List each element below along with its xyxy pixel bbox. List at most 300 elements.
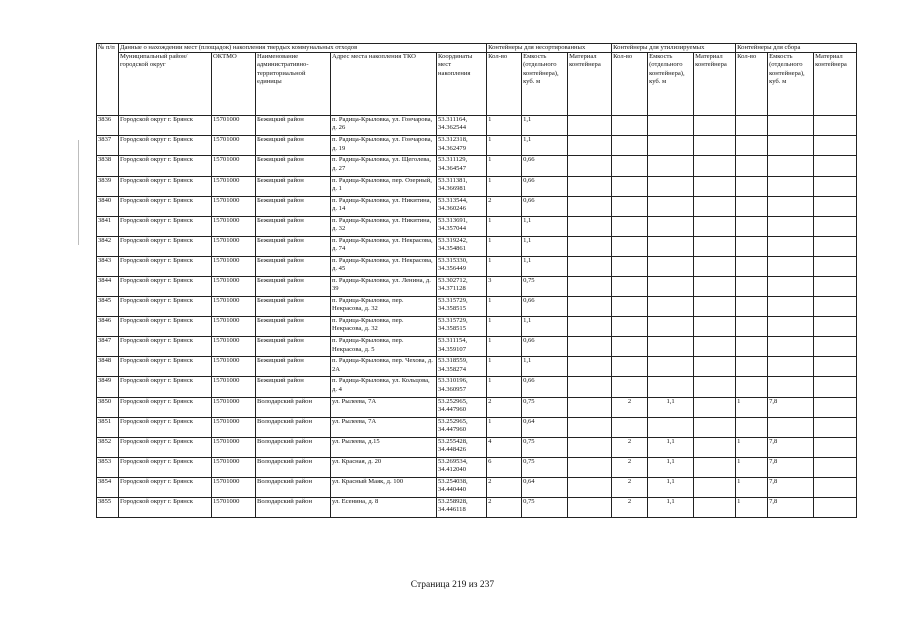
cell-recyclable-material (694, 317, 736, 337)
header-coords: Координаты мест накопления (437, 53, 487, 116)
cell-bulk-count (736, 256, 768, 276)
cell-recyclable-count (612, 276, 648, 296)
cell-row-number: 3841 (97, 216, 119, 236)
cell-municipality: Городской округ г. Брянск (119, 136, 212, 156)
cell-municipality: Городской округ г. Брянск (119, 417, 212, 437)
cell-bulk-material (814, 196, 857, 216)
cell-bulk-material (814, 457, 857, 477)
cell-unsorted-count: 2 (487, 397, 522, 417)
cell-recyclable-count (612, 256, 648, 276)
cell-unsorted-capacity: 0,75 (522, 397, 568, 417)
cell-coordinates: 53.311381, 34.366981 (437, 176, 487, 196)
table-row (97, 498, 857, 518)
cell-bulk-count (736, 377, 768, 397)
cell-unsorted-capacity: 0,64 (522, 477, 568, 497)
cell-bulk-count (736, 176, 768, 196)
cell-territorial-unit: Бежицкий район (256, 357, 331, 377)
cell-row-number: 3845 (97, 297, 119, 317)
cell-row-number: 3850 (97, 397, 119, 417)
cell-unsorted-count: 1 (487, 357, 522, 377)
cell-address: ул. Красная, д. 20 (331, 457, 437, 477)
cell-coordinates: 53.313544, 34.360246 (437, 196, 487, 216)
cell-address: п. Радица-Крыловка, ул. Никитина, д. 32 (331, 216, 437, 236)
table-row (97, 417, 857, 437)
cell-bulk-count (736, 216, 768, 236)
cell-bulk-count (736, 136, 768, 156)
cell-row-number: 3839 (97, 176, 119, 196)
cell-unsorted-count: 1 (487, 317, 522, 337)
cell-territorial-unit: Бежицкий район (256, 196, 331, 216)
cell-row-number: 3848 (97, 357, 119, 377)
cell-recyclable-capacity (648, 196, 694, 216)
cell-bulk-capacity (768, 297, 814, 317)
header-unsorted-group: Контейнеры для несортированных (487, 44, 612, 53)
table-row (97, 377, 857, 397)
cell-oktmo: 15701000 (212, 216, 256, 236)
cell-recyclable-count (612, 156, 648, 176)
cell-unsorted-capacity: 0,66 (522, 156, 568, 176)
cell-unsorted-count: 3 (487, 276, 522, 296)
cell-bulk-count: 1 (736, 457, 768, 477)
cell-bulk-material (814, 477, 857, 497)
cell-unsorted-count: 4 (487, 437, 522, 457)
cell-address: п. Радица-Крыловка, ул. Ленина, д. 39 (331, 276, 437, 296)
cell-oktmo: 15701000 (212, 317, 256, 337)
cell-municipality: Городской округ г. Брянск (119, 297, 212, 317)
table-row (97, 397, 857, 417)
cell-unsorted-material (568, 276, 612, 296)
cell-bulk-material (814, 216, 857, 236)
header-territorial: Наименование административно-территориальной единицы (256, 53, 331, 116)
cell-unsorted-count: 6 (487, 457, 522, 477)
cell-recyclable-capacity (648, 297, 694, 317)
cell-territorial-unit: Володарский район (256, 437, 331, 457)
cell-bulk-capacity (768, 136, 814, 156)
table-row (97, 116, 857, 136)
cell-territorial-unit: Бежицкий район (256, 377, 331, 397)
header-location-group: Данные о нахождении мест (площадок) накопления твердых коммунальных отходов (119, 44, 487, 53)
cell-recyclable-count (612, 236, 648, 256)
cell-territorial-unit: Бежицкий район (256, 176, 331, 196)
waste-sites-table (96, 43, 857, 518)
cell-unsorted-material (568, 417, 612, 437)
cell-address: п. Радица-Крыловка, пер. Некрасова, д. 5 (331, 337, 437, 357)
cell-unsorted-capacity: 1,1 (522, 116, 568, 136)
cell-coordinates: 53.319242, 34.354861 (437, 236, 487, 256)
cell-recyclable-material (694, 116, 736, 136)
cell-recyclable-capacity (648, 176, 694, 196)
cell-bulk-capacity (768, 377, 814, 397)
cell-bulk-material (814, 437, 857, 457)
cell-unsorted-count: 2 (487, 498, 522, 518)
cell-recyclable-count: 2 (612, 457, 648, 477)
cell-oktmo: 15701000 (212, 417, 256, 437)
cell-recyclable-material (694, 276, 736, 296)
cell-coordinates: 53.269534, 34.412040 (437, 457, 487, 477)
cell-recyclable-material (694, 337, 736, 357)
cell-row-number: 3852 (97, 437, 119, 457)
cell-territorial-unit: Володарский район (256, 477, 331, 497)
table-row (97, 457, 857, 477)
scan-margin-line (78, 140, 79, 245)
cell-bulk-capacity: 7,8 (768, 498, 814, 518)
header-unsorted-capacity: Емкость (отдельного контейнера), куб. м (522, 53, 568, 116)
cell-row-number: 3851 (97, 417, 119, 437)
cell-coordinates: 53.302712, 34.371128 (437, 276, 487, 296)
header-recyclable-material: Материал контейнера (694, 53, 736, 116)
cell-territorial-unit: Бежицкий район (256, 337, 331, 357)
cell-bulk-capacity (768, 276, 814, 296)
cell-coordinates: 53.252965, 34.447960 (437, 417, 487, 437)
cell-recyclable-capacity (648, 136, 694, 156)
table-row (97, 477, 857, 497)
cell-bulk-count: 1 (736, 397, 768, 417)
cell-bulk-count (736, 297, 768, 317)
table-row (97, 276, 857, 296)
cell-bulk-capacity (768, 236, 814, 256)
cell-bulk-capacity: 7,8 (768, 457, 814, 477)
cell-bulk-material (814, 337, 857, 357)
header-recyclable-group: Контейнеры для утилизируемых (612, 44, 736, 53)
cell-coordinates: 53.313691, 34.357044 (437, 216, 487, 236)
cell-recyclable-capacity (648, 317, 694, 337)
table-row (97, 297, 857, 317)
cell-oktmo: 15701000 (212, 276, 256, 296)
cell-municipality: Городской округ г. Брянск (119, 236, 212, 256)
cell-bulk-capacity (768, 216, 814, 236)
cell-address: ул. Красный Маяк, д. 100 (331, 477, 437, 497)
cell-bulk-count (736, 116, 768, 136)
cell-recyclable-capacity (648, 236, 694, 256)
cell-bulk-capacity (768, 357, 814, 377)
cell-unsorted-count: 1 (487, 256, 522, 276)
cell-bulk-capacity (768, 417, 814, 437)
table-row (97, 196, 857, 216)
cell-unsorted-capacity: 0,75 (522, 437, 568, 457)
cell-bulk-material (814, 276, 857, 296)
cell-address: п. Радица-Крыловка, ул. Гончарова, д. 19 (331, 136, 437, 156)
cell-recyclable-count (612, 357, 648, 377)
cell-address: ул. Рылеева, 7А (331, 417, 437, 437)
cell-coordinates: 53.315729, 34.358515 (437, 317, 487, 337)
cell-municipality: Городской округ г. Брянск (119, 317, 212, 337)
cell-unsorted-material (568, 437, 612, 457)
cell-unsorted-capacity: 0,64 (522, 417, 568, 437)
cell-territorial-unit: Володарский район (256, 498, 331, 518)
header-bulk-count: Кол-во (736, 53, 768, 116)
cell-bulk-capacity (768, 176, 814, 196)
cell-oktmo: 15701000 (212, 498, 256, 518)
cell-bulk-material (814, 498, 857, 518)
cell-coordinates: 53.254038, 34.440440 (437, 477, 487, 497)
cell-bulk-count (736, 196, 768, 216)
cell-territorial-unit: Бежицкий район (256, 136, 331, 156)
cell-unsorted-material (568, 196, 612, 216)
cell-unsorted-material (568, 397, 612, 417)
cell-municipality: Городской округ г. Брянск (119, 498, 212, 518)
cell-recyclable-material (694, 256, 736, 276)
cell-recyclable-capacity: 1,1 (648, 437, 694, 457)
header-oktmo: ОКТМО (212, 53, 256, 116)
cell-bulk-count: 1 (736, 477, 768, 497)
table-row (97, 256, 857, 276)
cell-bulk-capacity: 7,8 (768, 397, 814, 417)
cell-municipality: Городской округ г. Брянск (119, 457, 212, 477)
cell-row-number: 3837 (97, 136, 119, 156)
cell-unsorted-material (568, 236, 612, 256)
cell-coordinates: 53.315330, 34.356449 (437, 256, 487, 276)
cell-coordinates: 53.311164, 34.362544 (437, 116, 487, 136)
cell-bulk-material (814, 236, 857, 256)
cell-municipality: Городской округ г. Брянск (119, 176, 212, 196)
cell-municipality: Городской округ г. Брянск (119, 397, 212, 417)
cell-row-number: 3847 (97, 337, 119, 357)
cell-territorial-unit: Бежицкий район (256, 276, 331, 296)
cell-municipality: Городской округ г. Брянск (119, 196, 212, 216)
cell-address: п. Радица-Крыловка, пер. Некрасова, д. 32 (331, 317, 437, 337)
cell-bulk-material (814, 256, 857, 276)
cell-row-number: 3842 (97, 236, 119, 256)
cell-municipality: Городской округ г. Брянск (119, 357, 212, 377)
cell-territorial-unit: Бежицкий район (256, 156, 331, 176)
header-unsorted-material: Материал контейнера (568, 53, 612, 116)
cell-oktmo: 15701000 (212, 357, 256, 377)
cell-territorial-unit: Бежицкий район (256, 297, 331, 317)
table-row (97, 236, 857, 256)
cell-unsorted-material (568, 176, 612, 196)
cell-territorial-unit: Бежицкий район (256, 216, 331, 236)
cell-oktmo: 15701000 (212, 116, 256, 136)
cell-recyclable-capacity (648, 417, 694, 437)
cell-recyclable-count (612, 377, 648, 397)
cell-unsorted-count: 2 (487, 196, 522, 216)
cell-bulk-material (814, 317, 857, 337)
cell-address: ул. Рылеева, 7А (331, 397, 437, 417)
cell-row-number: 3854 (97, 477, 119, 497)
cell-address: п. Радица-Крыловка, пер. Некрасова, д. 32 (331, 297, 437, 317)
cell-bulk-count (736, 156, 768, 176)
cell-unsorted-capacity: 0,75 (522, 276, 568, 296)
cell-recyclable-material (694, 417, 736, 437)
cell-unsorted-capacity: 1,1 (522, 357, 568, 377)
cell-bulk-count (736, 317, 768, 337)
cell-oktmo: 15701000 (212, 337, 256, 357)
cell-coordinates: 53.318559, 34.358274 (437, 357, 487, 377)
cell-unsorted-capacity: 0,66 (522, 377, 568, 397)
cell-address: п. Радица-Крыловка, ул. Гончарова, д. 26 (331, 116, 437, 136)
cell-recyclable-count: 2 (612, 397, 648, 417)
cell-bulk-material (814, 357, 857, 377)
cell-unsorted-material (568, 116, 612, 136)
cell-oktmo: 15701000 (212, 397, 256, 417)
header-unsorted-count: Кол-во (487, 53, 522, 116)
cell-unsorted-material (568, 457, 612, 477)
cell-address: п. Радица-Крыловка, ул. Никитина, д. 14 (331, 196, 437, 216)
cell-oktmo: 15701000 (212, 156, 256, 176)
cell-bulk-capacity (768, 317, 814, 337)
cell-unsorted-material (568, 297, 612, 317)
cell-unsorted-count: 1 (487, 377, 522, 397)
header-bulk-capacity: Емкость (отдельного контейнера), куб. м (768, 53, 814, 116)
cell-unsorted-material (568, 357, 612, 377)
cell-recyclable-capacity: 1,1 (648, 498, 694, 518)
cell-row-number: 3844 (97, 276, 119, 296)
cell-municipality: Городской округ г. Брянск (119, 276, 212, 296)
cell-bulk-capacity (768, 156, 814, 176)
cell-bulk-material (814, 417, 857, 437)
cell-recyclable-count (612, 216, 648, 236)
cell-bulk-count (736, 337, 768, 357)
cell-recyclable-capacity: 1,1 (648, 457, 694, 477)
cell-recyclable-count (612, 417, 648, 437)
table-row (97, 357, 857, 377)
cell-unsorted-count: 1 (487, 116, 522, 136)
cell-oktmo: 15701000 (212, 477, 256, 497)
cell-coordinates: 53.311129, 34.364547 (437, 156, 487, 176)
header-recyclable-count: Кол-во (612, 53, 648, 116)
cell-recyclable-material (694, 498, 736, 518)
cell-recyclable-capacity: 1,1 (648, 477, 694, 497)
cell-recyclable-count (612, 317, 648, 337)
cell-recyclable-capacity: 1,1 (648, 397, 694, 417)
cell-territorial-unit: Бежицкий район (256, 317, 331, 337)
cell-coordinates: 53.252965, 34.447960 (437, 397, 487, 417)
cell-recyclable-capacity (648, 156, 694, 176)
cell-recyclable-material (694, 236, 736, 256)
cell-unsorted-material (568, 156, 612, 176)
cell-unsorted-capacity: 0,66 (522, 196, 568, 216)
cell-municipality: Городской округ г. Брянск (119, 216, 212, 236)
cell-bulk-count (736, 357, 768, 377)
cell-bulk-material (814, 116, 857, 136)
cell-recyclable-material (694, 437, 736, 457)
cell-unsorted-material (568, 337, 612, 357)
header-recyclable-capacity: Емкость (отдельного контейнера), куб. м (648, 53, 694, 116)
cell-oktmo: 15701000 (212, 297, 256, 317)
cell-unsorted-material (568, 317, 612, 337)
cell-bulk-capacity: 7,8 (768, 477, 814, 497)
cell-recyclable-count (612, 136, 648, 156)
cell-oktmo: 15701000 (212, 256, 256, 276)
cell-unsorted-count: 1 (487, 417, 522, 437)
cell-bulk-count: 1 (736, 498, 768, 518)
header-bulk-material: Материал контейнера (814, 53, 857, 116)
cell-coordinates: 53.312318, 34.362479 (437, 136, 487, 156)
cell-recyclable-count: 2 (612, 477, 648, 497)
cell-bulk-count (736, 276, 768, 296)
table-row (97, 176, 857, 196)
cell-row-number: 3838 (97, 156, 119, 176)
cell-unsorted-material (568, 477, 612, 497)
cell-recyclable-count: 2 (612, 498, 648, 518)
cell-recyclable-material (694, 156, 736, 176)
cell-unsorted-capacity: 0,66 (522, 176, 568, 196)
table-row (97, 156, 857, 176)
table-row (97, 437, 857, 457)
cell-address: п. Радица-Крыловка, ул. Щеголева, д. 27 (331, 156, 437, 176)
cell-territorial-unit: Бежицкий район (256, 236, 331, 256)
cell-oktmo: 15701000 (212, 236, 256, 256)
cell-unsorted-material (568, 256, 612, 276)
cell-territorial-unit: Володарский район (256, 397, 331, 417)
cell-unsorted-capacity: 0,66 (522, 297, 568, 317)
cell-address: п. Радица-Крыловка, ул. Кольцова, д. 4 (331, 377, 437, 397)
cell-municipality: Городской округ г. Брянск (119, 477, 212, 497)
cell-address: п. Радица-Крыловка, пер. Озерный, д. 1 (331, 176, 437, 196)
cell-bulk-material (814, 156, 857, 176)
cell-unsorted-count: 1 (487, 297, 522, 317)
cell-unsorted-material (568, 136, 612, 156)
cell-recyclable-material (694, 176, 736, 196)
cell-row-number: 3843 (97, 256, 119, 276)
cell-unsorted-count: 1 (487, 337, 522, 357)
cell-recyclable-material (694, 477, 736, 497)
cell-recyclable-count (612, 196, 648, 216)
cell-unsorted-capacity: 0,75 (522, 457, 568, 477)
cell-bulk-material (814, 397, 857, 417)
cell-municipality: Городской округ г. Брянск (119, 437, 212, 457)
cell-oktmo: 15701000 (212, 136, 256, 156)
cell-unsorted-capacity: 1,1 (522, 256, 568, 276)
cell-municipality: Городской округ г. Брянск (119, 156, 212, 176)
cell-row-number: 3855 (97, 498, 119, 518)
table-body (97, 116, 857, 518)
cell-recyclable-capacity (648, 216, 694, 236)
cell-coordinates: 53.310196, 34.360957 (437, 377, 487, 397)
cell-municipality: Городской округ г. Брянск (119, 377, 212, 397)
cell-bulk-capacity: 7,8 (768, 437, 814, 457)
cell-municipality: Городской округ г. Брянск (119, 256, 212, 276)
cell-unsorted-count: 1 (487, 176, 522, 196)
cell-recyclable-material (694, 216, 736, 236)
cell-bulk-count (736, 236, 768, 256)
cell-territorial-unit: Володарский район (256, 417, 331, 437)
table-row (97, 216, 857, 236)
cell-row-number: 3836 (97, 116, 119, 136)
header-address: Адрес места накопления ТКО (331, 53, 437, 116)
cell-bulk-count (736, 417, 768, 437)
cell-coordinates: 53.315729, 34.358515 (437, 297, 487, 317)
cell-bulk-capacity (768, 256, 814, 276)
cell-recyclable-count (612, 116, 648, 136)
cell-bulk-material (814, 297, 857, 317)
cell-recyclable-material (694, 377, 736, 397)
cell-recyclable-capacity (648, 377, 694, 397)
table-row (97, 136, 857, 156)
cell-recyclable-material (694, 136, 736, 156)
cell-address: ул. Рылеева, д.15 (331, 437, 437, 457)
cell-recyclable-capacity (648, 357, 694, 377)
cell-recyclable-material (694, 196, 736, 216)
header-municipality: Муниципальный район/городской округ (119, 53, 212, 116)
cell-unsorted-capacity: 0,66 (522, 337, 568, 357)
cell-address: ул. Есенина, д. 8 (331, 498, 437, 518)
cell-coordinates: 53.258928, 34.446118 (437, 498, 487, 518)
cell-unsorted-count: 1 (487, 236, 522, 256)
cell-unsorted-count: 1 (487, 156, 522, 176)
cell-unsorted-capacity: 0,75 (522, 498, 568, 518)
cell-row-number: 3846 (97, 317, 119, 337)
cell-recyclable-count: 2 (612, 437, 648, 457)
cell-recyclable-count (612, 337, 648, 357)
cell-recyclable-material (694, 357, 736, 377)
cell-row-number: 3840 (97, 196, 119, 216)
cell-recyclable-capacity (648, 276, 694, 296)
cell-bulk-capacity (768, 116, 814, 136)
header-group-row (97, 44, 857, 53)
cell-unsorted-count: 2 (487, 477, 522, 497)
cell-address: п. Радица-Крыловка, ул. Некрасова, д. 45 (331, 256, 437, 276)
